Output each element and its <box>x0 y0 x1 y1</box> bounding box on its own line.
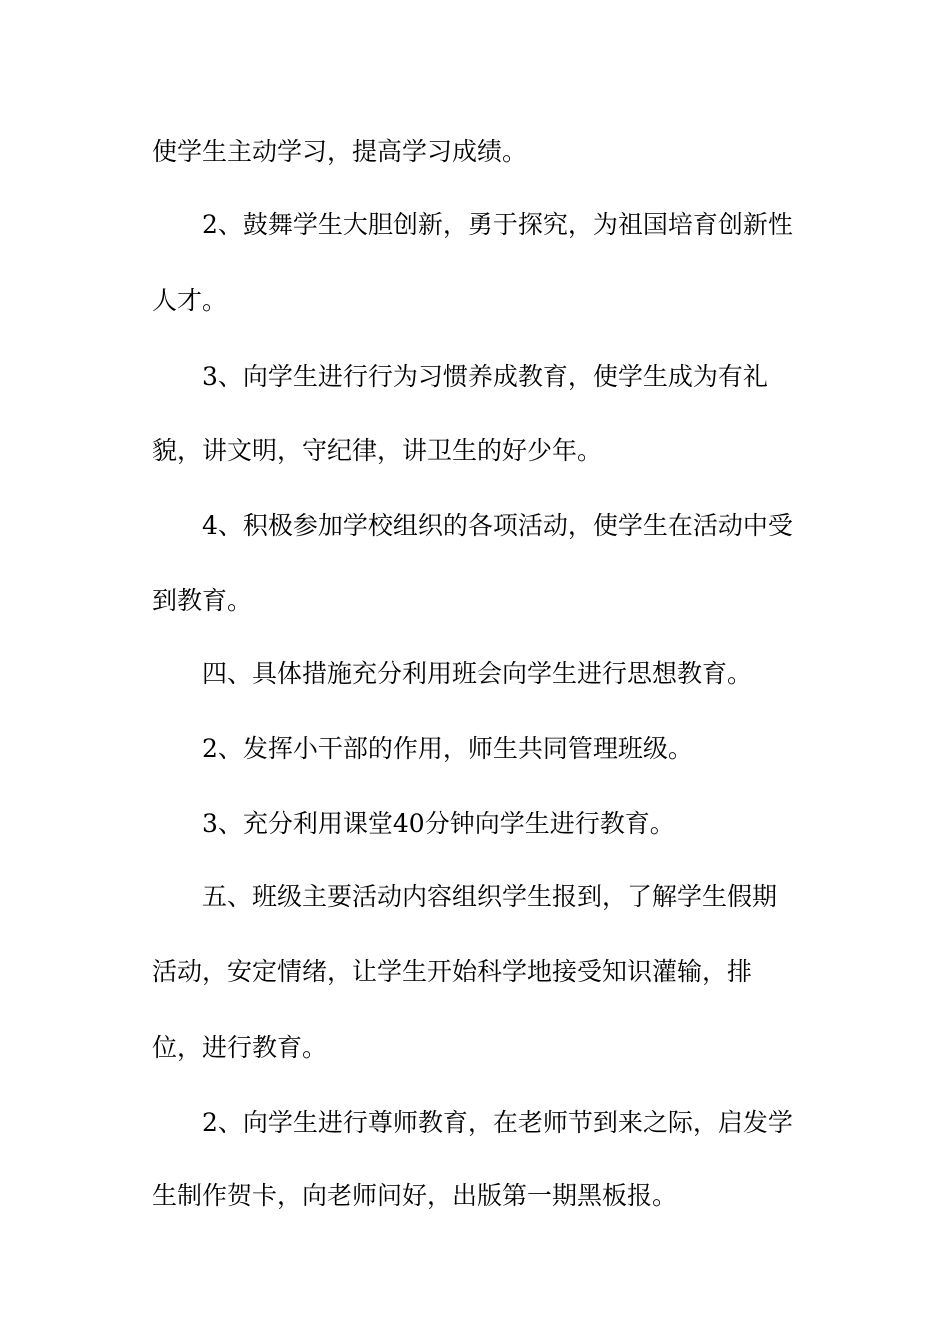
text-line: 四、具体措施充分利用班会向学生进行思想教育。 <box>202 659 753 688</box>
text-line: 活动，安定情绪，让学生开始科学地接受知识灌输，排 <box>152 957 753 986</box>
text-line: 人才。 <box>152 286 228 315</box>
text-line: 生制作贺卡，向老师问好，出版第一期黑板报。 <box>152 1181 678 1210</box>
text-line: 五、班级主要活动内容组织学生报到，了解学生假期 <box>202 882 778 911</box>
text-line: 使学生主动学习，提高学习成绩。 <box>152 137 528 166</box>
text-line: 3、向学生进行行为习惯养成教育，使学生成为有礼 <box>202 362 768 391</box>
text-line: 2、发挥小干部的作用，师生共同管理班级。 <box>202 734 693 763</box>
text-line: 4、积极参加学校组织的各项活动，使学生在活动中受 <box>202 511 793 540</box>
text-line: 到教育。 <box>152 586 253 615</box>
text-line: 3、充分利用课堂40分钟向学生进行教育。 <box>202 809 675 838</box>
text-line: 2、向学生进行尊师教育，在老师节到来之际，启发学 <box>202 1108 793 1137</box>
text-line: 2、鼓舞学生大胆创新，勇于探究，为祖国培育创新性 <box>202 210 793 239</box>
text-line: 貌，讲文明，守纪律，讲卫生的好少年。 <box>152 436 603 465</box>
text-line: 位，进行教育。 <box>152 1033 328 1062</box>
